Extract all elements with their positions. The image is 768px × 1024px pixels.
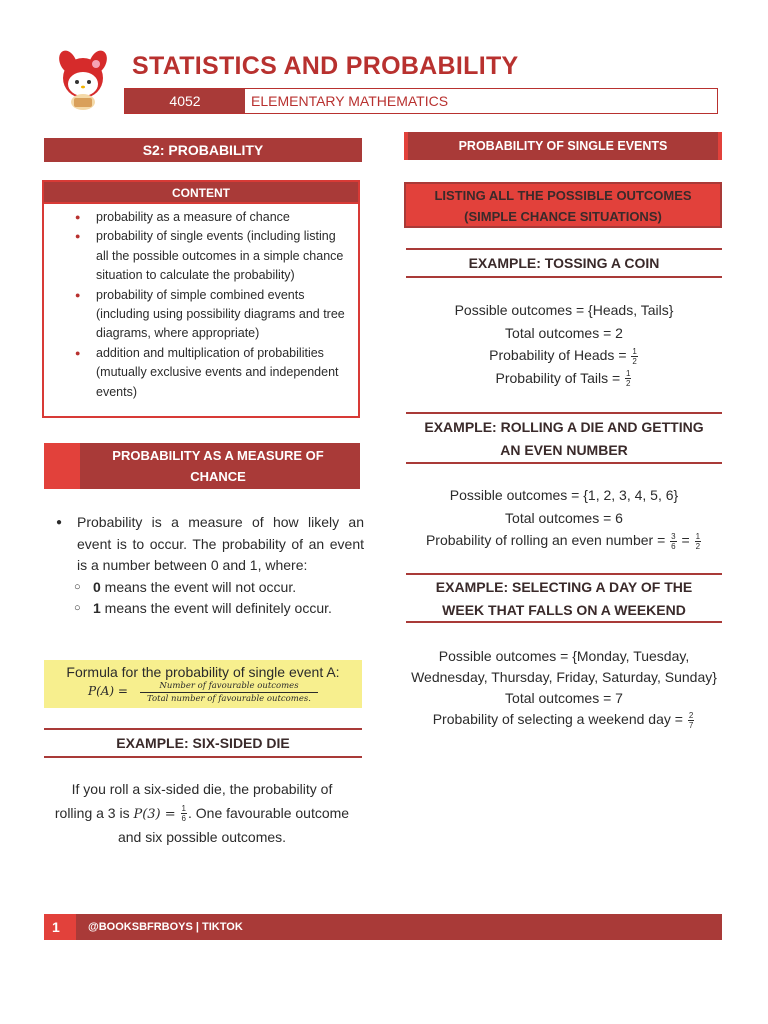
probability-definition — [52, 512, 364, 620]
six-sided-die-text: If you roll a six-sided die, the probability of rolling a 3 is P(3) = $\frac{1}{6}$ . One favourable outcome and six possible outcomes. — [54, 781, 350, 845]
subject-code: 4052 — [125, 89, 245, 113]
die-example-heading: EXAMPLE: ROLLING A DIE AND GETTING AN EVEN NUMBER — [406, 412, 722, 464]
week-example-text: Possible outcomes = {Monday, Tuesday, Wednesday, Thursday, Friday, Saturday, Sunday} Total outcomes = 7 Probability of selecting a weekend day = $\frac{2}{7}$ — [411, 648, 717, 730]
formula-title: Formula for the probability of single event A: — [66, 664, 340, 680]
content-heading: CONTENT — [44, 182, 358, 204]
page-title: STATISTICS AND PROBABILITY — [132, 52, 519, 80]
footer-bar — [44, 914, 722, 940]
measure-of-chance-heading: PROBABILITY AS A MEASURE OF CHANCE — [112, 448, 324, 484]
footer-credit: @BOOKSBFRBOYS | TIKTOK — [88, 921, 243, 933]
content-item: ● probability of simple combined events (including using possibility diagrams and tree diagrams, where appropriate) — [66, 286, 346, 344]
heading-accent — [44, 443, 80, 489]
subject-name: ELEMENTARY MATHEMATICS — [251, 93, 449, 109]
coin-example-text: Possible outcomes = {Heads, Tails} Total outcomes = 2 Probability of Heads = $\frac{1}{2}$ Probability of Tails = $\frac{1}{2}$ — [454, 302, 674, 389]
measure-of-chance-heading-box — [44, 443, 360, 489]
formula-denominator: Total number of favourable outcomes. — [147, 694, 311, 704]
sub-point-zero: ○ 0 means the event will not occur. — [52, 577, 364, 599]
six-sided-die-heading: EXAMPLE: SIX-SIDED DIE — [44, 728, 362, 758]
single-events-heading: PROBABILITY OF SINGLE EVENTS — [404, 132, 722, 160]
coin-example-heading: EXAMPLE: TOSSING A COIN — [406, 248, 722, 278]
formula-fraction — [140, 681, 318, 704]
content-item: ● addition and multiplication of probabilities (mutually exclusive events and independent events) — [66, 344, 346, 402]
sub-point-one: ○ 1 means the event will definitely occur. — [52, 598, 364, 620]
subject-bar — [124, 88, 718, 114]
formula-lhs: P(A) = — [88, 684, 128, 698]
content-item: ● probability as a measure of chance — [66, 208, 346, 227]
mascot-icon — [52, 48, 116, 112]
page-number: 1 — [44, 914, 76, 940]
week-example-heading: EXAMPLE: SELECTING A DAY OF THE WEEK THAT FALLS ON A WEEKEND — [406, 573, 722, 623]
content-list — [66, 208, 346, 402]
listing-outcomes-heading: LISTING ALL THE POSSIBLE OUTCOMES (SIMPLE CHANCE SITUATIONS) — [404, 182, 722, 228]
content-box — [42, 180, 360, 418]
definition-text: ● Probability is a measure of how likely an event is to occur. The probability of an event is a number between 0 and 1, where: — [52, 512, 364, 577]
formula-numerator: Number of favourable outcomes — [140, 681, 318, 693]
die-example-text: Possible outcomes = {1, 2, 3, 4, 5, 6} Total outcomes = 6 Probability of rolling an even number = $\frac{3}{6}$ = $\frac{1}{2}$ — [425, 487, 701, 551]
content-item: ● probability of single events (including listing all the possible outcomes in a simple chance situation to calculate the probability) — [66, 227, 346, 285]
formula-box — [44, 660, 362, 708]
section-title-probability: S2: PROBABILITY — [44, 138, 362, 162]
